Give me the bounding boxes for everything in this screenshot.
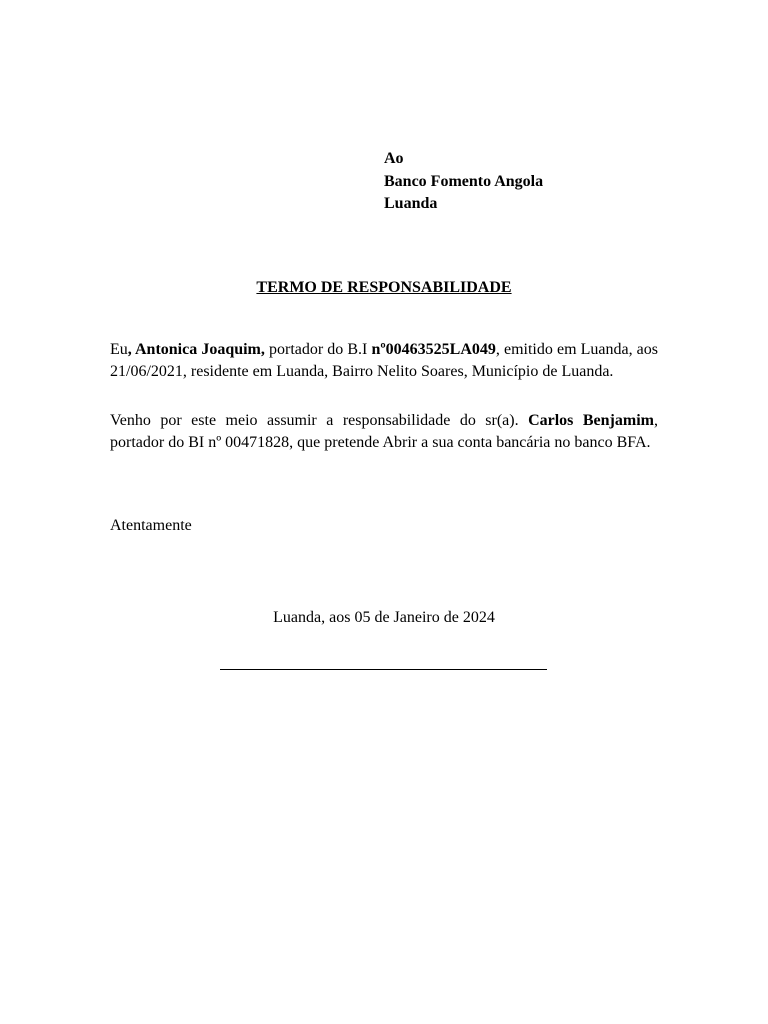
- place-and-date: Luanda, aos 05 de Janeiro de 2024: [273, 609, 495, 626]
- document-title: TERMO DE RESPONSABILIDADE: [256, 279, 512, 296]
- addressee-salutation: Ao: [384, 150, 404, 167]
- responsibility-paragraph: [110, 410, 658, 453]
- declarant-id-number: nº00463525LA049: [371, 341, 496, 358]
- declarant-paragraph: [110, 339, 658, 382]
- signature-line: [220, 669, 547, 670]
- declarant-id-label: portador do B.I: [264, 341, 372, 358]
- addressee-block: [384, 148, 543, 216]
- declarant-name: , Antonica Joaquim,: [127, 341, 265, 358]
- responsibility-intro: Venho por este meio assumir a responsabilidade do sr(a).: [110, 412, 529, 429]
- addressee-bank-name: Banco Fomento Angola: [384, 172, 544, 190]
- declarant-details: , emitido em Luanda, aos 21/06/2021, residente em Luanda, Bairro Nelito Soares, Município de Luanda.: [110, 341, 659, 380]
- declarant-intro: Eu: [110, 341, 128, 358]
- beneficiary-details: , portador do BI nº 00471828, que pretende Abrir a sua conta bancária no banco BFA.: [110, 412, 658, 451]
- closing-salutation: Atentamente: [110, 517, 192, 534]
- beneficiary-name: Carlos Benjamim: [528, 412, 654, 429]
- addressee-city: Luanda: [384, 195, 438, 212]
